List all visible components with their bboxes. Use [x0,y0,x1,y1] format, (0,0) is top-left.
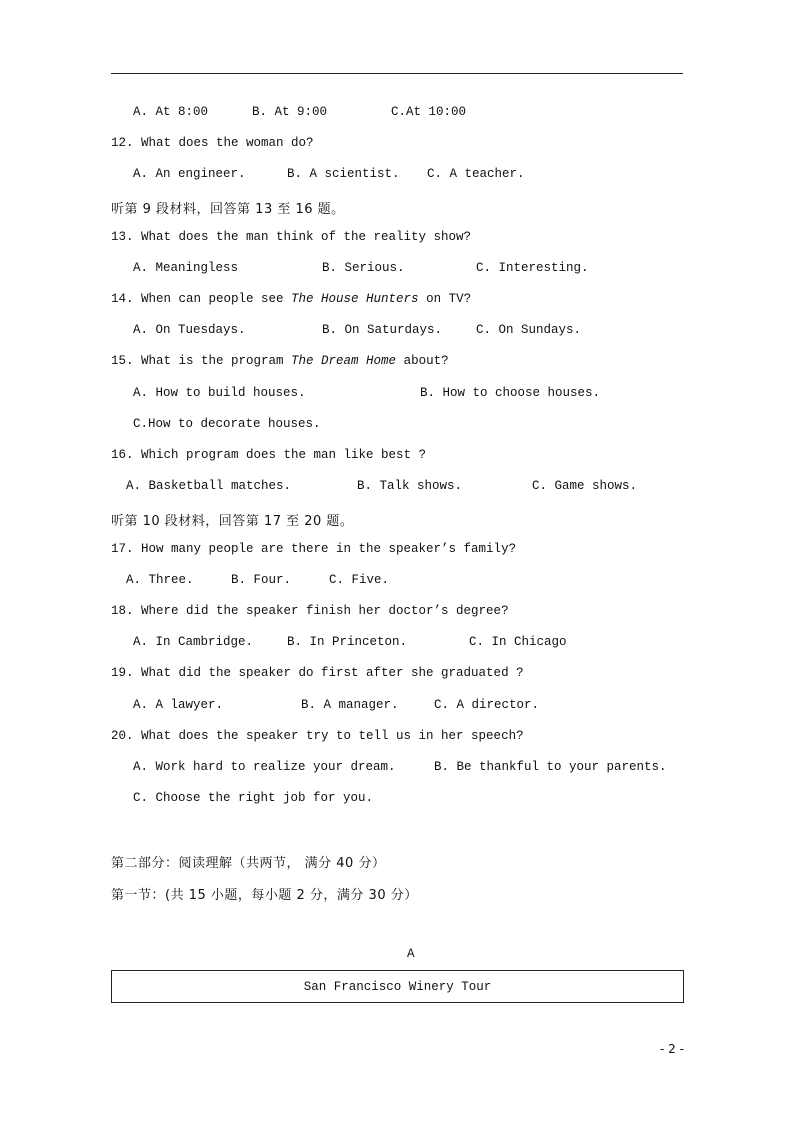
q20-option-a: A. Work hard to realize your dream. [133,760,396,774]
q16-option-b: B. Talk shows. [357,479,463,493]
q14-option-a: A. On Tuesdays. [133,323,246,337]
passage-title-box [111,970,684,1003]
q15-option-c: C.How to decorate houses. [133,417,321,431]
q20-option-b: B. Be thankful to your parents. [434,760,667,774]
q17-stem: 17. How many people are there in the speaker’s family? [111,542,517,556]
q19-option-b: B. A manager. [301,698,399,712]
header-rule [111,73,683,74]
section-9-instruction: 听第 9 段材料，回答第 13 至 16 题。 [111,202,345,217]
q15-option-b: B. How to choose houses. [420,386,601,400]
q18-option-b: B. In Princeton. [287,635,408,649]
q15-show-title: The Dream Home [291,354,397,368]
q15-stem: 15. What is the program The Dream Home about? [111,354,449,368]
q17-option-b: B. Four. [231,573,292,587]
q12-option-c: C. A teacher. [427,167,525,181]
q18-stem: 18. Where did the speaker finish her doctor’s degree? [111,604,509,618]
q11-option-b: B. At 9:00 [252,105,328,119]
q13-option-b: B. Serious. [322,261,405,275]
q17-option-a: A. Three. [126,573,194,587]
q19-stem: 19. What did the speaker do first after she graduated ? [111,666,524,680]
section-1-title: 第一节：(共 15 小题，每小题 2 分，满分 30 分） [111,888,418,903]
section-10-instruction: 听第 10 段材料，回答第 17 至 20 题。 [111,514,354,529]
q18-option-a: A. In Cambridge. [133,635,254,649]
q14-show-title: The House Hunters [291,292,419,306]
q14-option-c: C. On Sundays. [476,323,582,337]
q14-option-b: B. On Saturdays. [322,323,443,337]
part-2-title: 第二部分：阅读理解（共两节， 满分 40 分） [111,856,386,871]
q16-stem: 16. Which program does the man like best ? [111,448,427,462]
page-number: - 2 - [660,1042,684,1056]
q17-option-c: C. Five. [329,573,390,587]
passage-title: San Francisco Winery Tour [303,979,492,994]
q13-option-c: C. Interesting. [476,261,589,275]
q16-option-c: C. Game shows. [532,479,638,493]
q11-option-a: A. At 8:00 [133,105,209,119]
q18-option-c: C. In Chicago [469,635,567,649]
q16-option-a: A. Basketball matches. [126,479,292,493]
q19-option-c: C. A director. [434,698,540,712]
q13-option-a: A. Meaningless [133,261,239,275]
q15-option-a: A. How to build houses. [133,386,306,400]
q14-stem: 14. When can people see The House Hunters on TV? [111,292,472,306]
q20-option-c: C. Choose the right job for you. [133,791,374,805]
passage-label: A [407,947,415,961]
q19-option-a: A. A lawyer. [133,698,224,712]
q12-option-a: A. An engineer. [133,167,246,181]
q12-option-b: B. A scientist. [287,167,400,181]
q12-stem: 12. What does the woman do? [111,136,314,150]
q20-stem: 20. What does the speaker try to tell us in her speech? [111,729,524,743]
q13-stem: 13. What does the man think of the reality show? [111,230,472,244]
q11-option-c: C.At 10:00 [391,105,467,119]
